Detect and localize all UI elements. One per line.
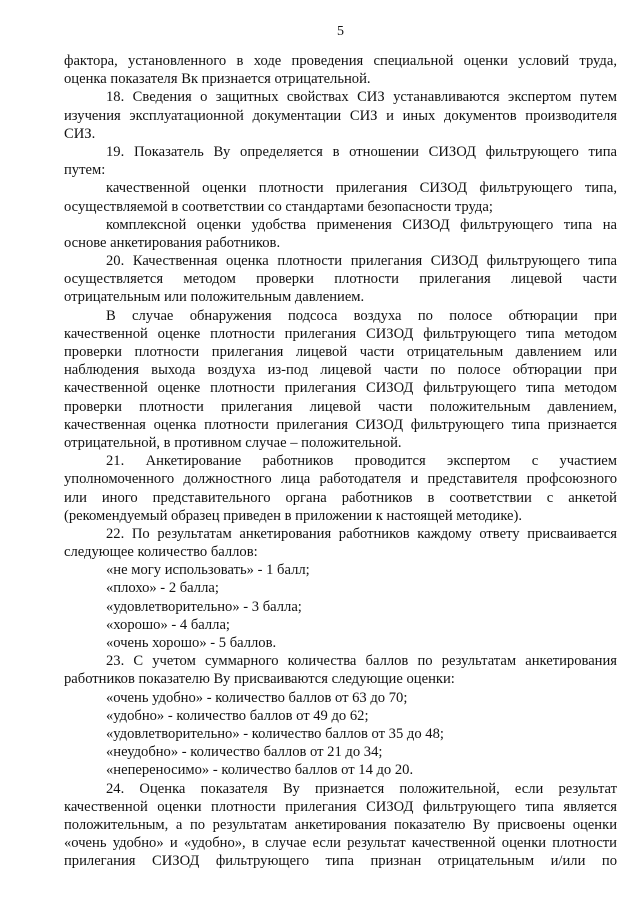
text-line: «удовлетворительно» - количество баллов от 35 до 48; — [106, 725, 444, 742]
text-line: «очень удобно» - количество баллов от 63 до 70; — [106, 689, 408, 706]
text-line: осуществляется методом проверки плотности прилегания лицевой части — [64, 271, 617, 288]
text-line: прилегания СИЗОД фильтрующего типа признан отрицательным и/или по — [64, 853, 617, 870]
text-line: «непереносимо» - количество баллов от 14 до 20. — [106, 762, 414, 779]
text-line: (рекомендуемый образец приведен в приложении к настоящей методике). — [64, 507, 523, 524]
text-line: следующее количество баллов: — [64, 544, 258, 561]
text-line: качественной оценки плотности прилегания СИЗОД фильтрующего типа является — [64, 798, 617, 815]
text-line: 21. Анкетирование работников проводится экспертом с участием — [106, 453, 617, 470]
text-line: 18. Сведения о защитных свойствах СИЗ устанавливаются экспертом путем — [106, 89, 617, 106]
text-line: 24. Оценка показателя Ву признается положительной, если результат — [106, 780, 617, 797]
text-line: отрицательной, в противном случае – положительной. — [64, 434, 402, 451]
text-line: 20. Качественная оценка плотности прилегания СИЗОД фильтрующего типа — [106, 253, 617, 270]
text-line: «хорошо» - 4 балла; — [106, 616, 230, 633]
text-line: 19. Показатель Ву определяется в отношении СИЗОД фильтрующего типа — [106, 143, 617, 160]
text-line: качественная оценка плотности прилегания СИЗОД фильтрующего типа признается — [64, 416, 617, 433]
text-line: проверки плотности прилегания лицевой части отрицательным давлением или — [64, 344, 617, 360]
text-line: СИЗ. — [64, 125, 96, 142]
text-line: уполномоченного должностного лица работодателя и представителя профсоюзного — [64, 471, 617, 488]
text-line: «очень удобно» и «удобно», в случае если результат качественной оценки плотности — [64, 835, 617, 852]
text-line: работников показателю Ву присваиваются следующие оценки: — [64, 671, 455, 688]
text-line: изучения эксплуатационной документации СИЗ и иных документов производителя — [64, 107, 617, 124]
text-line: 23. С учетом суммарного количества баллов по результатам анкетирования — [106, 653, 617, 670]
text-line: В случае обнаружения подсоса воздуха по полосе обтюрации при — [106, 307, 617, 324]
text-line: основе анкетирования работников. — [64, 234, 281, 251]
text-line: отрицательным или положительным давлением. — [64, 289, 365, 306]
text-line: осуществляемой в соответствии со стандартами безопасности труда; — [64, 198, 493, 215]
text-line: проверки плотности прилегания лицевой части положительным давлением, — [64, 398, 617, 415]
text-line: «неудобно» - количество баллов от 21 до 34; — [106, 744, 383, 761]
text-line: наблюдения выхода воздуха из-под лицевой части по полосе обтюрации при — [64, 362, 617, 379]
text-line: качественной оценки плотности прилегания СИЗОД фильтрующего типа, — [106, 180, 617, 197]
text-line: комплексной оценки удобства применения СИЗОД фильтрующего типа на — [106, 216, 617, 233]
text-line: «удобно» - количество баллов от 49 до 62; — [106, 707, 369, 724]
text-line: фактора, установленного в ходе проведения специальной оценки условий труда, — [64, 53, 617, 69]
text-line: 22. По результатам анкетирования работников каждому ответу присваивается — [106, 525, 617, 542]
text-line: качественной оценке плотности прилегания СИЗОД фильтрующего типа методом — [64, 380, 617, 397]
document-body — [64, 52, 617, 870]
text-line: качественной оценке плотности прилегания СИЗОД фильтрующего типа методом — [64, 325, 617, 342]
text-line: «удовлетворительно» - 3 балла; — [106, 598, 302, 615]
text-line: «очень хорошо» - 5 баллов. — [106, 635, 277, 651]
text-line: «плохо» - 2 балла; — [106, 580, 219, 597]
text-line: путем: — [64, 162, 106, 179]
text-line: «не могу использовать» - 1 балл; — [106, 562, 310, 579]
text-line: или иного представительного органа работников в соответствии с анкетой — [64, 489, 617, 506]
text-line: положительным, а по результатам анкетирования показателю Ву присвоены оценки — [64, 816, 617, 833]
text-line: оценка показателя Вк признается отрицательной. — [64, 71, 371, 88]
page-number: 5 — [337, 24, 344, 39]
